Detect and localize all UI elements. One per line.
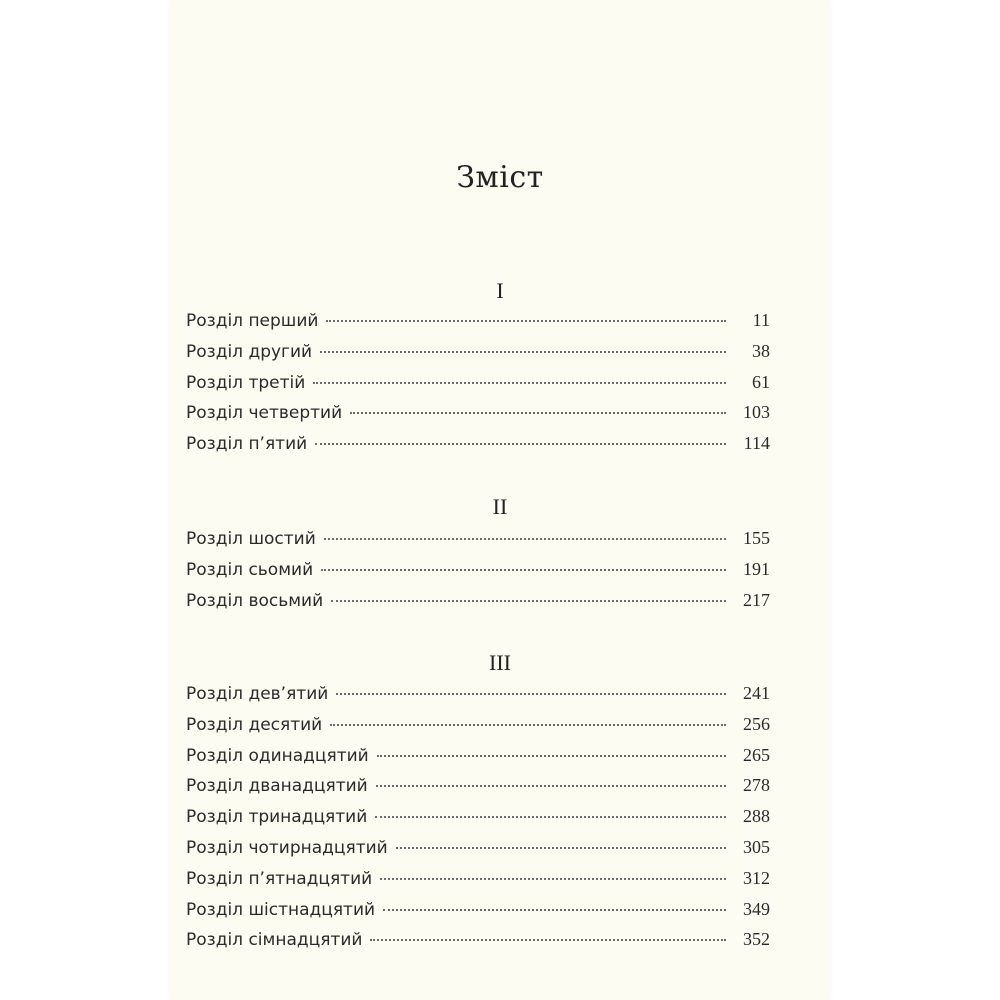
- dot-leader: [376, 785, 726, 787]
- toc-entry-label: Розділ п’ятий: [186, 434, 308, 455]
- page-title: Зміст: [456, 160, 544, 195]
- dot-leader: [396, 847, 726, 849]
- toc-entry[interactable]: [186, 740, 770, 771]
- dot-leader: [326, 320, 726, 322]
- toc-section-1: [186, 305, 770, 459]
- toc-entry-label: Розділ дванадцятий: [186, 776, 368, 797]
- toc-entry[interactable]: [186, 770, 770, 801]
- toc-entry[interactable]: [186, 832, 770, 863]
- toc-entry-page: 312: [743, 867, 770, 888]
- dot-leader: [320, 351, 726, 353]
- toc-entry-page: 256: [743, 713, 770, 734]
- toc-entry[interactable]: [186, 428, 770, 459]
- toc-entry-label: Розділ сімнадцятий: [186, 930, 363, 951]
- toc-entry[interactable]: [186, 801, 770, 832]
- dot-leader: [315, 443, 726, 445]
- toc-entry-page: 155: [743, 528, 770, 548]
- toc-entry-page: 217: [743, 589, 770, 610]
- toc-entry-label: Розділ шостий: [186, 529, 316, 549]
- toc-entry[interactable]: [186, 678, 770, 709]
- dot-leader: [370, 939, 726, 941]
- toc-entry-label: Розділ третій: [186, 372, 306, 393]
- toc-entry[interactable]: [186, 336, 770, 367]
- toc-entry-label: Розділ дев’ятий: [186, 684, 329, 704]
- toc-entry-label: Розділ чотирнадцятий: [186, 837, 388, 858]
- dot-leader: [380, 878, 726, 880]
- toc-entry-page: 61: [752, 371, 770, 392]
- part-heading-2: II: [492, 494, 508, 519]
- part-heading-3: III: [489, 650, 511, 675]
- toc-entry[interactable]: [186, 523, 770, 554]
- toc-entry-label: Розділ другий: [186, 341, 313, 362]
- toc-entry-label: Розділ сьомий: [186, 559, 314, 580]
- toc-entry-label: Розділ перший: [186, 311, 319, 331]
- toc-entry[interactable]: [186, 863, 770, 894]
- toc-entry-page: 241: [743, 683, 770, 703]
- toc-entry-page: 11: [752, 310, 770, 330]
- toc-entry[interactable]: [186, 367, 770, 398]
- dot-leader: [331, 600, 726, 602]
- toc-entry-page: 265: [743, 744, 770, 765]
- toc-entry-label: Розділ шістнадцятий: [186, 899, 376, 920]
- toc-entry-label: Розділ восьмий: [186, 590, 324, 611]
- toc-entry-page: 278: [743, 775, 770, 796]
- toc-entry-label: Розділ тринадцятий: [186, 807, 368, 828]
- toc-section-3: [186, 678, 770, 955]
- dot-leader: [375, 816, 726, 818]
- book-page: [170, 0, 830, 1000]
- dot-leader: [336, 693, 726, 695]
- dot-leader: [313, 382, 726, 384]
- toc-entry-page: 349: [743, 898, 770, 919]
- part-heading-1: I: [496, 278, 504, 303]
- dot-leader: [330, 724, 726, 726]
- toc-entry-page: 103: [743, 402, 770, 423]
- toc-entry-label: Розділ десятий: [186, 714, 323, 735]
- toc-entry-label: Розділ четвертий: [186, 403, 343, 424]
- toc-entry[interactable]: [186, 554, 770, 585]
- toc-entry[interactable]: [186, 305, 770, 336]
- toc-entry-page: 38: [752, 340, 770, 361]
- toc-entry-label: Розділ одинадцятий: [186, 745, 369, 766]
- toc-entry[interactable]: [186, 924, 770, 955]
- toc-entry[interactable]: [186, 585, 770, 616]
- toc-entry-label: Розділ п’ятнадцятий: [186, 868, 373, 889]
- dot-leader: [377, 755, 726, 757]
- toc-section-2: [186, 523, 770, 615]
- toc-entry-page: 305: [743, 836, 770, 857]
- toc-entry-page: 352: [743, 929, 770, 950]
- toc-entry-page: 191: [743, 558, 770, 579]
- toc-entry[interactable]: [186, 397, 770, 428]
- dot-leader: [350, 412, 726, 414]
- toc-entry[interactable]: [186, 894, 770, 925]
- toc-entry[interactable]: [186, 709, 770, 740]
- toc-entry-page: 288: [743, 806, 770, 827]
- dot-leader: [383, 909, 726, 911]
- toc-entry-page: 114: [743, 433, 770, 454]
- dot-leader: [321, 569, 726, 571]
- dot-leader: [324, 538, 726, 540]
